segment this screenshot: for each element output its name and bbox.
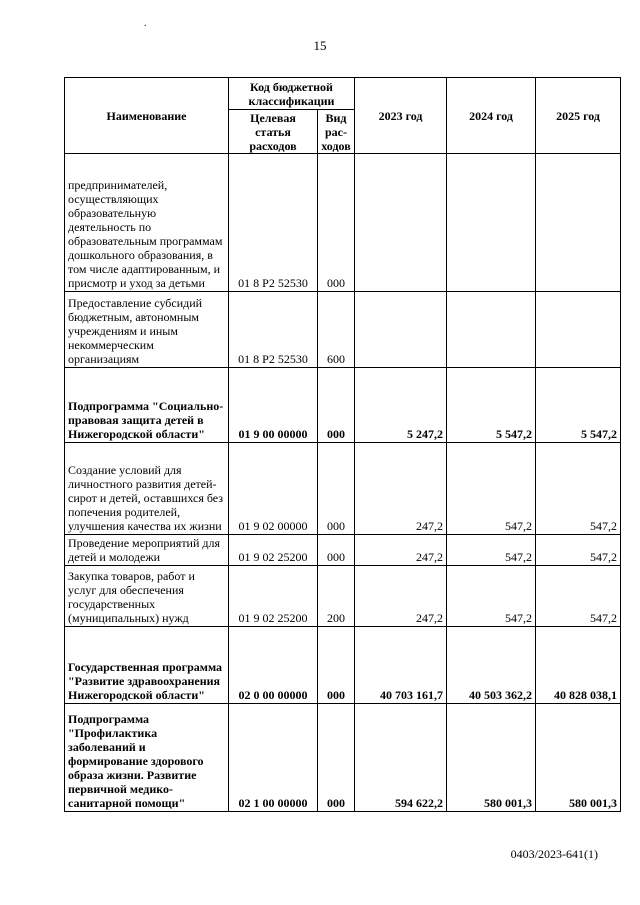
row-expense-type: 000 — [318, 443, 355, 535]
row-value-2023: 40 703 161,7 — [355, 627, 447, 704]
row-expense-type: 000 — [318, 368, 355, 443]
row-value-2025: 580 001,3 — [536, 704, 621, 812]
row-value-2024: 547,2 — [447, 566, 536, 627]
header-expense-type: Вид рас-ходов — [318, 110, 355, 154]
row-value-2023: 247,2 — [355, 535, 447, 566]
row-value-2023: 247,2 — [355, 566, 447, 627]
row-expense-type: 200 — [318, 566, 355, 627]
row-name: Создание условий для личностного развития детей-сирот и детей, оставшихся без попечения родителей, улучшения качества их жизни — [65, 443, 229, 535]
row-target-code: 01 9 02 25200 — [229, 566, 318, 627]
row-name: Предоставление субсидий бюджетным, автономным учреждениям и иным некоммерческим организациям — [65, 292, 229, 368]
row-expense-type: 600 — [318, 292, 355, 368]
table-row — [65, 292, 621, 368]
row-value-2024: 547,2 — [447, 535, 536, 566]
table-row — [65, 704, 621, 812]
table-row — [65, 566, 621, 627]
row-target-code: 01 8 P2 52530 — [229, 292, 318, 368]
row-value-2025 — [536, 154, 621, 292]
row-expense-type: 000 — [318, 535, 355, 566]
row-name: предпринимателей, осуществляющих образовательную деятельность по образовательным программам дошкольного образования, в том числе адаптированным, и присмотр и уход за детьми — [65, 154, 229, 292]
table-row — [65, 443, 621, 535]
row-value-2024 — [447, 292, 536, 368]
row-name: Подпрограмма "Профилактика заболеваний и формирование здорового образа жизни. Развитие первичной медико-санитарной помощи" — [65, 704, 229, 812]
row-value-2025: 547,2 — [536, 443, 621, 535]
header-code-group: Код бюджетной классификации — [229, 78, 355, 110]
row-name: Государственная программа "Развитие здравоохранения Нижегородской области" — [65, 627, 229, 704]
row-value-2025: 5 547,2 — [536, 368, 621, 443]
row-value-2024: 580 001,3 — [447, 704, 536, 812]
row-name: Проведение мероприятий для детей и молодежи — [65, 535, 229, 566]
row-expense-type: 000 — [318, 627, 355, 704]
row-value-2024 — [447, 154, 536, 292]
header-year-2025: 2025 год — [536, 78, 621, 154]
table-body — [65, 154, 621, 812]
header-year-2023: 2023 год — [355, 78, 447, 154]
row-value-2024: 5 547,2 — [447, 368, 536, 443]
row-expense-type: 000 — [318, 704, 355, 812]
row-target-code: 02 0 00 00000 — [229, 627, 318, 704]
header-name: Наименование — [65, 78, 229, 154]
table-row — [65, 154, 621, 292]
table-row — [65, 627, 621, 704]
row-name: Подпрограмма "Социально-правовая защита детей в Нижегородской области" — [65, 368, 229, 443]
row-target-code: 01 9 02 25200 — [229, 535, 318, 566]
header-target-article: Целевая статья расходов — [229, 110, 318, 154]
row-value-2025: 547,2 — [536, 566, 621, 627]
table-row — [65, 368, 621, 443]
row-value-2023: 5 247,2 — [355, 368, 447, 443]
row-value-2025: 547,2 — [536, 535, 621, 566]
row-target-code: 01 8 P2 52530 — [229, 154, 318, 292]
budget-table — [64, 77, 621, 812]
row-target-code: 02 1 00 00000 — [229, 704, 318, 812]
row-value-2023 — [355, 154, 447, 292]
table-row — [65, 535, 621, 566]
row-value-2023 — [355, 292, 447, 368]
row-value-2025 — [536, 292, 621, 368]
row-name: Закупка товаров, работ и услуг для обеспечения государственных (муниципальных) нужд — [65, 566, 229, 627]
header-year-2024: 2024 год — [447, 78, 536, 154]
row-value-2025: 40 828 038,1 — [536, 627, 621, 704]
row-value-2023: 247,2 — [355, 443, 447, 535]
page-number: 15 — [313, 38, 327, 53]
document-code: 0403/2023-641(1) — [510, 847, 598, 861]
row-value-2023: 594 622,2 — [355, 704, 447, 812]
stray-dot: . — [144, 18, 147, 29]
row-target-code: 01 9 02 00000 — [229, 443, 318, 535]
row-expense-type: 000 — [318, 154, 355, 292]
row-value-2024: 40 503 362,2 — [447, 627, 536, 704]
row-target-code: 01 9 00 00000 — [229, 368, 318, 443]
row-value-2024: 547,2 — [447, 443, 536, 535]
